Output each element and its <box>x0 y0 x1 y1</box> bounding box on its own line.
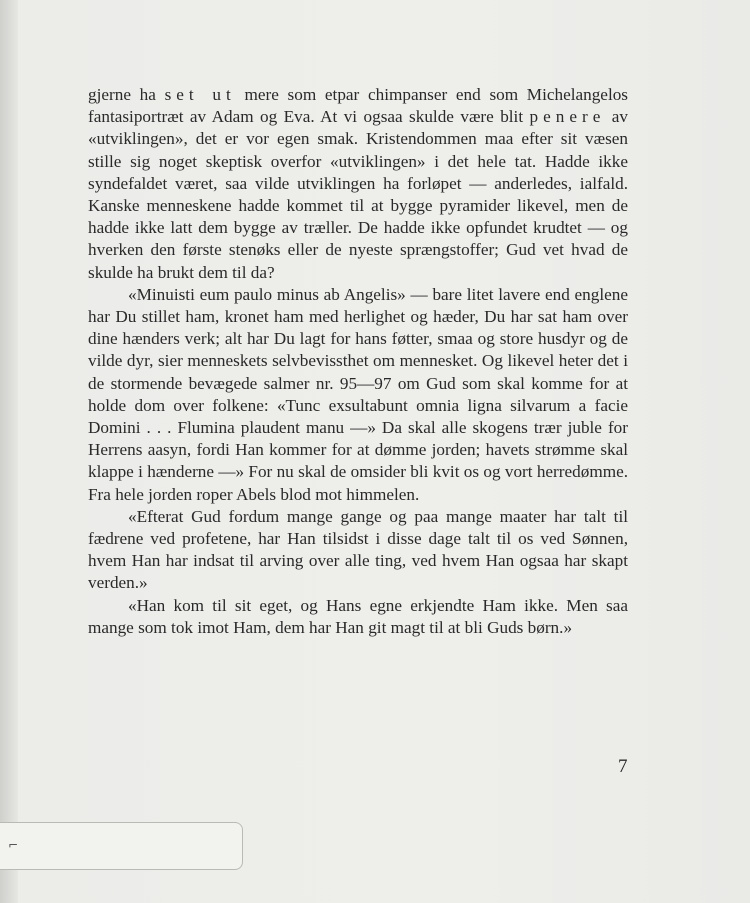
spaced-text-run: penere <box>529 107 606 127</box>
page-number: 7 <box>618 756 628 777</box>
text-run: mere som etpar chimpanser end som Michelangelos fantasiportræt av Adam og Eva. At vi ogsaa skulde være blit <box>88 85 628 127</box>
body-text <box>88 84 628 639</box>
paragraph-4 <box>88 595 628 639</box>
paragraph-3 <box>88 506 628 595</box>
tab-mark-icon: ⌐ <box>8 838 19 852</box>
text-run: gjerne ha <box>88 85 165 104</box>
spaced-text-run: set ut <box>164 85 236 104</box>
text-run: «Minuisti eum paulo minus ab Angelis» — bare litet lavere end englene har Du stillet ham, kronet ham med herlighet og hæder, Du har sat ham over dine hænders verk; alt har Du lagt for hans føtter, smaa og store husdyr og de vilde dyr, sier menneskets selvbevissthet om mennesket. Og likevel heter det i de stormende bevægede salmer nr. 95—97 om Gud som skal komme for at holde dom over folkene: «Tunc exsultabunt omnia ligna silvarum a facie Domini . . . Flumina plaudent manu —» Da skal alle skogens trær juble for Herrens aasyn, fordi Han kommer for at dømme jorden; havets strømme skal klappe i hænderne —» For nu skal de omsider bli kvit os og vort herredømme. Fra hele jorden roper Abels blod mot himmelen. <box>88 284 628 504</box>
library-label-tab <box>0 822 243 870</box>
text-run: «Han kom til sit eget, og Hans egne erkjendte Ham ikke. Men saa mange som tok imot Ham, dem har Han git magt til at bli Guds børn.» <box>88 595 628 637</box>
paragraph-1 <box>88 84 628 284</box>
text-run: av «utviklingen», det er vor egen smak. Kristendommen maa efter sit væsen stille sig noget skeptisk overfor «utviklingen» i det hele tat. Hadde ikke syndefaldet været, saa vilde utviklingen ha forløpet — anderledes, ialfald. Kanske menneskene hadde kommet til at bygge pyramider likevel, men de hadde ikke latt dem bygge av træller. De hadde ikke opfundet krudtet — og hverken den første stenøks eller de nyeste sprængstoffer; Gud vet hvad de skulde ha brukt dem til da? <box>88 107 628 282</box>
paragraph-2 <box>88 284 628 506</box>
page-gutter <box>0 0 18 903</box>
text-run: «Efterat Gud fordum mange gange og paa mange maater har talt til fædrene ved profetene, har Han tilsidst i disse dage talt til os ved Sønnen, hvem Han har indsat til arving over alle ting, ved hvem Han ogsaa har skapt verden.» <box>88 506 628 593</box>
